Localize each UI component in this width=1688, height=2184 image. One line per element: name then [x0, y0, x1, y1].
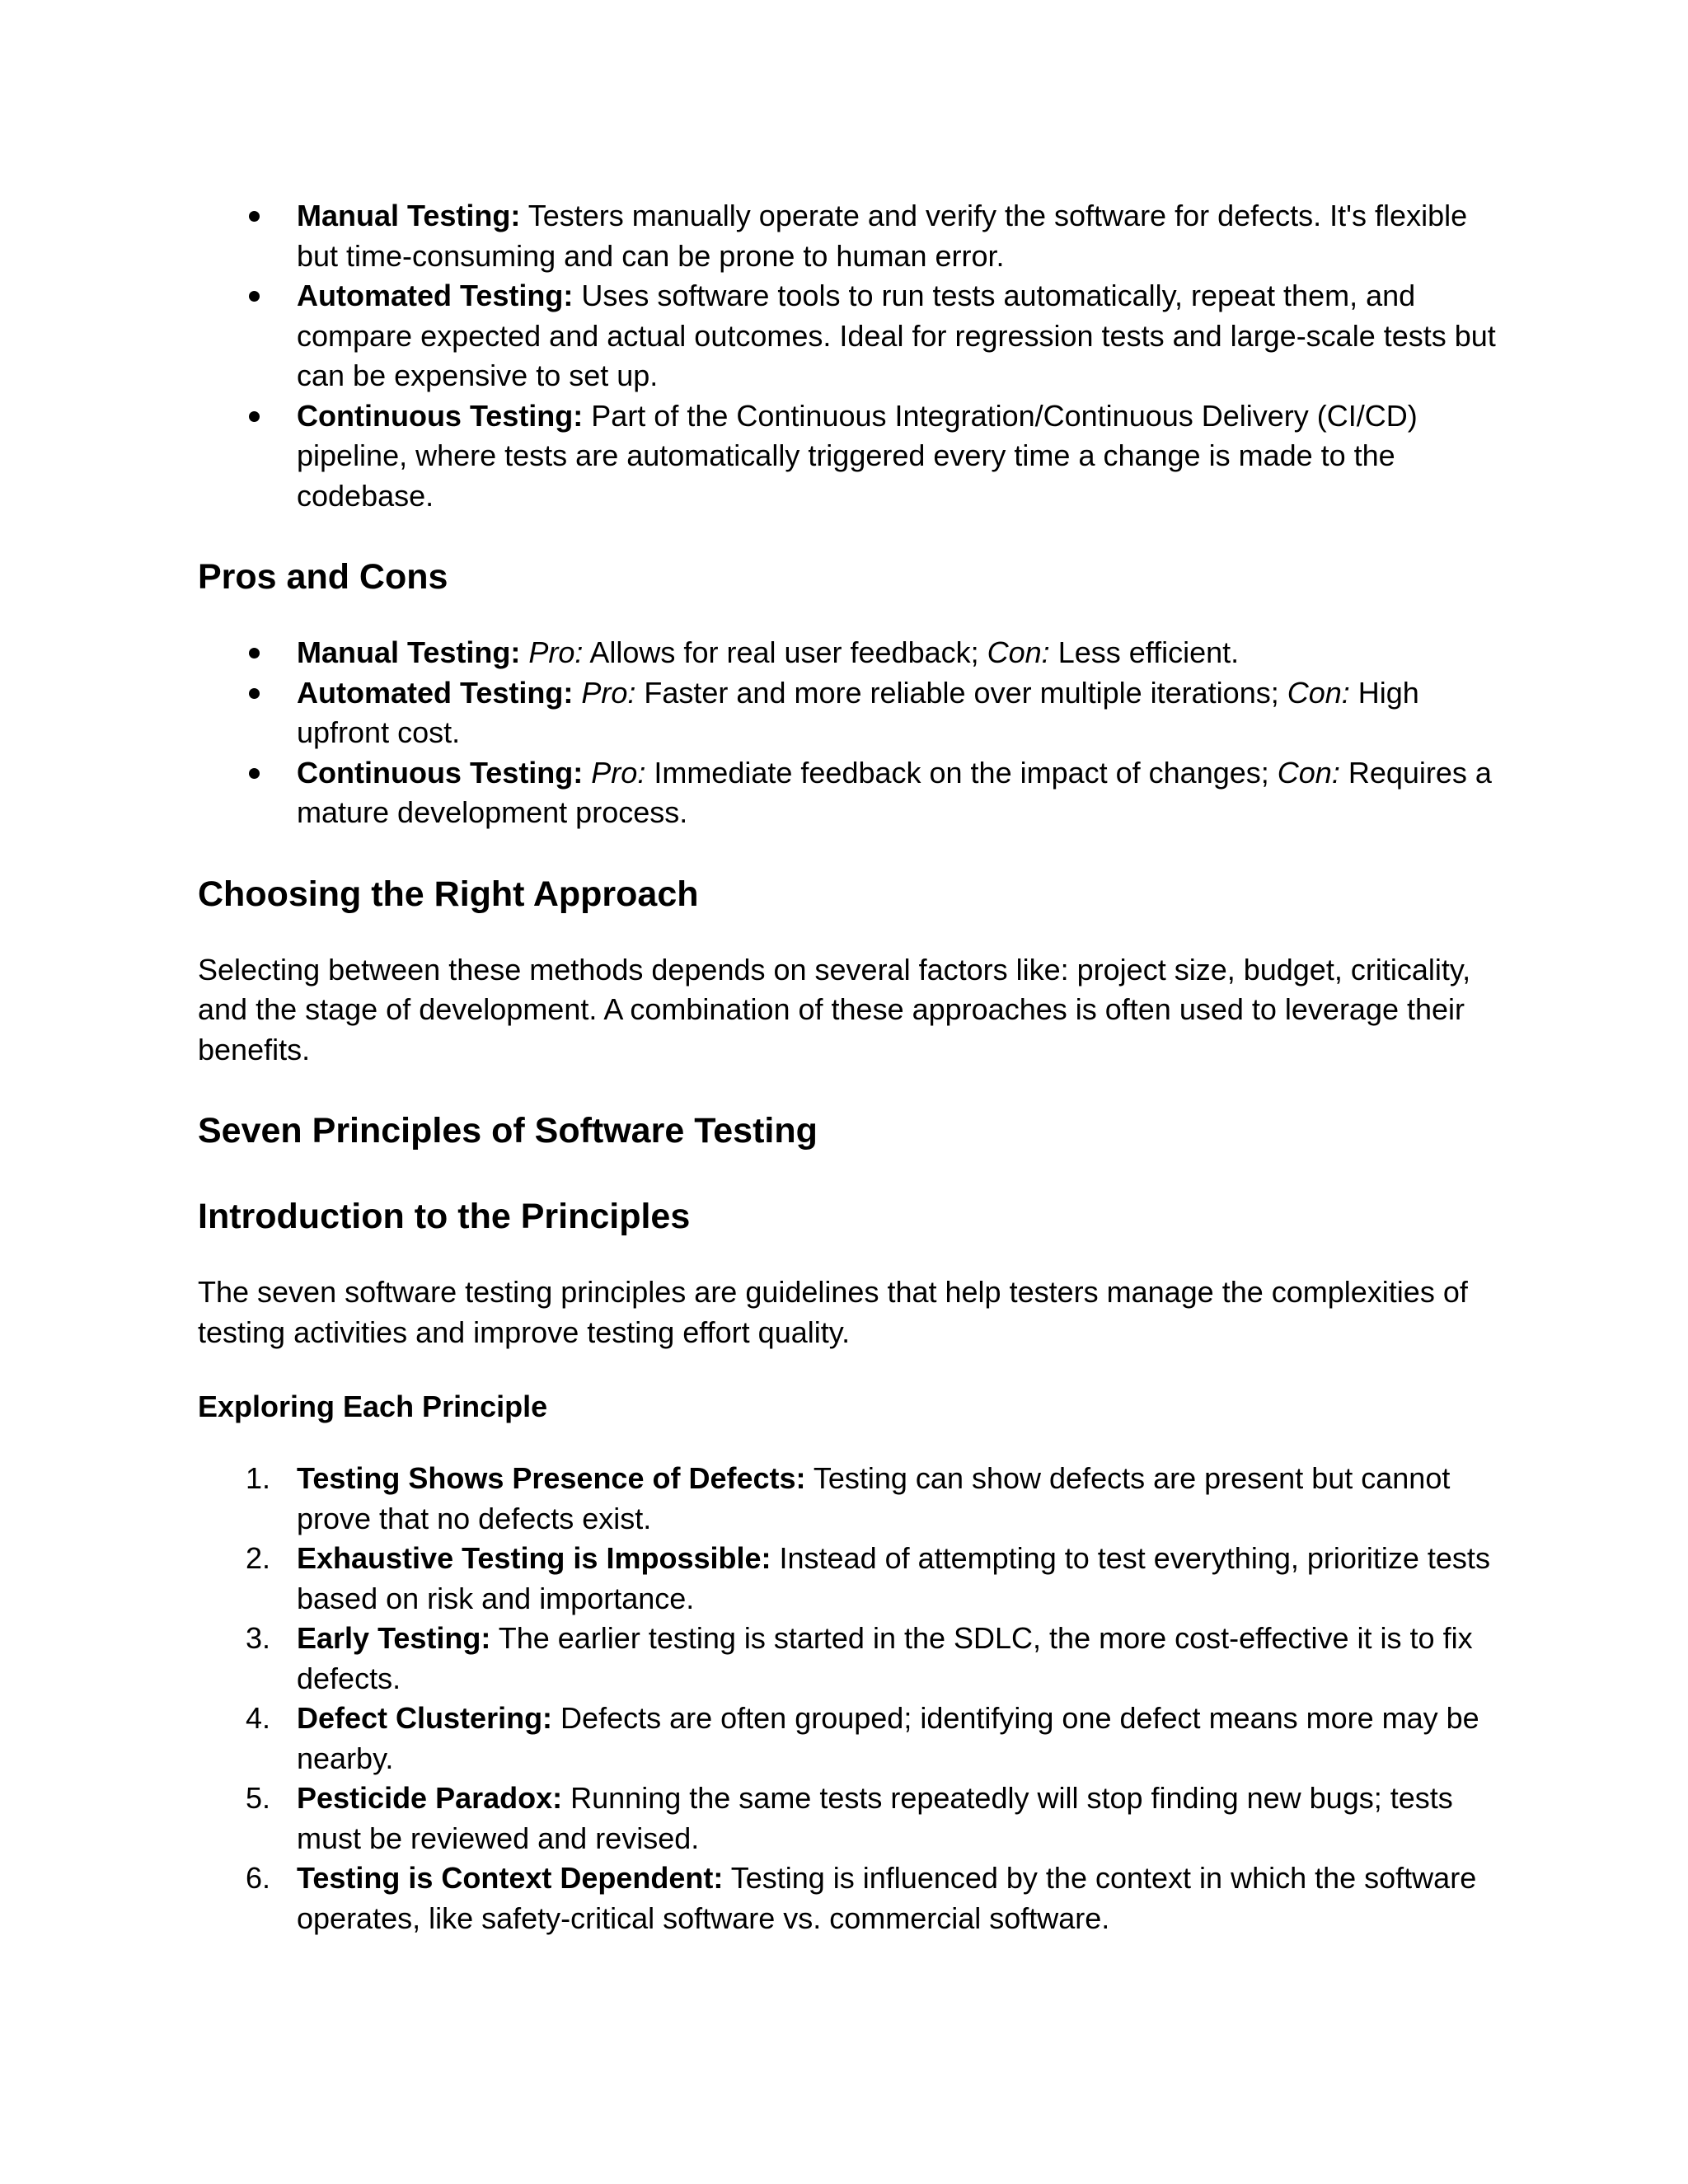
list-item — [198, 673, 1500, 753]
pro-text: Immediate feedback on the impact of changes; — [645, 755, 1278, 790]
list-item-term: Manual Testing: — [297, 199, 521, 232]
list-item-description: Uses software tools to run tests automatically, repeat them, and compare expected and actual outcomes. Ideal for regression tests and large-scale tests but can be expensive to set up. — [297, 279, 1496, 392]
list-item-description: Testers manually operate and verify the software for defects. It's flexible but time-consuming and can be prone to human error. — [297, 199, 1468, 273]
section-heading-choosing: Choosing the Right Approach — [198, 874, 699, 914]
principles-list — [198, 1459, 1500, 1938]
list-item-term: Continuous Testing: — [297, 755, 584, 790]
list-item-description: Defects are often grouped; identifying one defect means more may be nearby. — [297, 1701, 1479, 1775]
pro-label: Pro: — [581, 675, 636, 710]
list-item — [198, 1619, 1500, 1699]
bullet-icon — [249, 648, 260, 658]
list-item-term: Testing Shows Presence of Defects: — [297, 1461, 806, 1495]
list-item-term: Continuous Testing: — [297, 398, 584, 433]
list-item — [198, 753, 1500, 833]
pro-text: Allows for real user feedback; — [583, 635, 987, 669]
bullet-icon — [249, 411, 260, 422]
list-item-term: Early Testing: — [297, 1621, 491, 1655]
list-number: 3. — [246, 1621, 271, 1655]
list-item-description: Running the same tests repeatedly will stop finding new bugs; tests must be reviewed and revised. — [297, 1781, 1453, 1855]
list-item-description: The earlier testing is started in the SDLC, the more cost-effective it is to fix defects. — [297, 1621, 1473, 1695]
section-heading-pros-cons: Pros and Cons — [198, 557, 448, 597]
bullet-icon — [249, 291, 260, 302]
pros-cons-list — [198, 633, 1500, 833]
bullet-icon — [249, 211, 260, 222]
list-item-term: Defect Clustering: — [297, 1701, 553, 1735]
list-number: 6. — [246, 1861, 271, 1895]
testing-types-list — [198, 196, 1500, 516]
con-text: Requires a mature development process. — [297, 755, 1492, 829]
list-item — [198, 396, 1500, 517]
list-item-description: Instead of attempting to test everything, prioritize tests based on risk and importance. — [297, 1541, 1490, 1615]
con-label: Con: — [1277, 755, 1340, 790]
list-item-term: Automated Testing: — [297, 675, 574, 710]
list-number: 5. — [246, 1781, 271, 1815]
pro-label: Pro: — [528, 635, 584, 669]
list-item — [198, 196, 1500, 276]
list-item-term: Testing is Context Dependent: — [297, 1861, 724, 1895]
list-item-description: Testing is influenced by the context in which the software operates, like safety-critical software vs. commercial software. — [297, 1861, 1477, 1935]
choosing-paragraph: Selecting between these methods depends on several factors like: project size, budget, criticality, and the stage of development. A combination of these approaches is often used to leverage their benefits. — [198, 952, 1471, 1066]
list-item — [198, 1539, 1500, 1619]
list-item-term: Exhaustive Testing is Impossible: — [297, 1541, 771, 1575]
document-content — [198, 196, 1500, 1938]
list-item-term: Automated Testing: — [297, 279, 574, 312]
section-heading-introduction: Introduction to the Principles — [198, 1197, 691, 1236]
pro-text: Faster and more reliable over multiple iterations; — [635, 675, 1287, 710]
list-item-description: Testing can show defects are present but cannot prove that no defects exist. — [297, 1461, 1451, 1535]
pro-label: Pro: — [591, 755, 646, 790]
list-item — [198, 1779, 1500, 1858]
list-item-term: Manual Testing: — [297, 635, 521, 669]
list-item — [198, 633, 1500, 673]
list-item — [198, 1699, 1500, 1779]
list-number: 4. — [246, 1701, 271, 1735]
con-text: High upfront cost. — [297, 675, 1419, 749]
list-item — [198, 1858, 1500, 1938]
introduction-paragraph: The seven software testing principles are guidelines that help testers manage the complexities of testing activities and improve testing effort quality. — [198, 1275, 1468, 1349]
list-number: 1. — [246, 1461, 271, 1495]
con-label: Con: — [1287, 675, 1350, 710]
list-item-term: Pesticide Paradox: — [297, 1781, 563, 1815]
list-item — [198, 276, 1500, 396]
bullet-icon — [249, 768, 260, 779]
bullet-icon — [249, 688, 260, 699]
section-heading-seven-principles: Seven Principles of Software Testing — [198, 1111, 818, 1151]
list-item — [198, 1459, 1500, 1539]
list-number: 2. — [246, 1541, 271, 1575]
con-label: Con: — [987, 635, 1050, 669]
subheading-exploring: Exploring Each Principle — [198, 1390, 548, 1423]
list-item-description: Part of the Continuous Integration/Continuous Delivery (CI/CD) pipeline, where tests are automatically triggered every time a change is made to the codebase. — [297, 398, 1418, 513]
con-text: Less efficient. — [1049, 635, 1240, 669]
